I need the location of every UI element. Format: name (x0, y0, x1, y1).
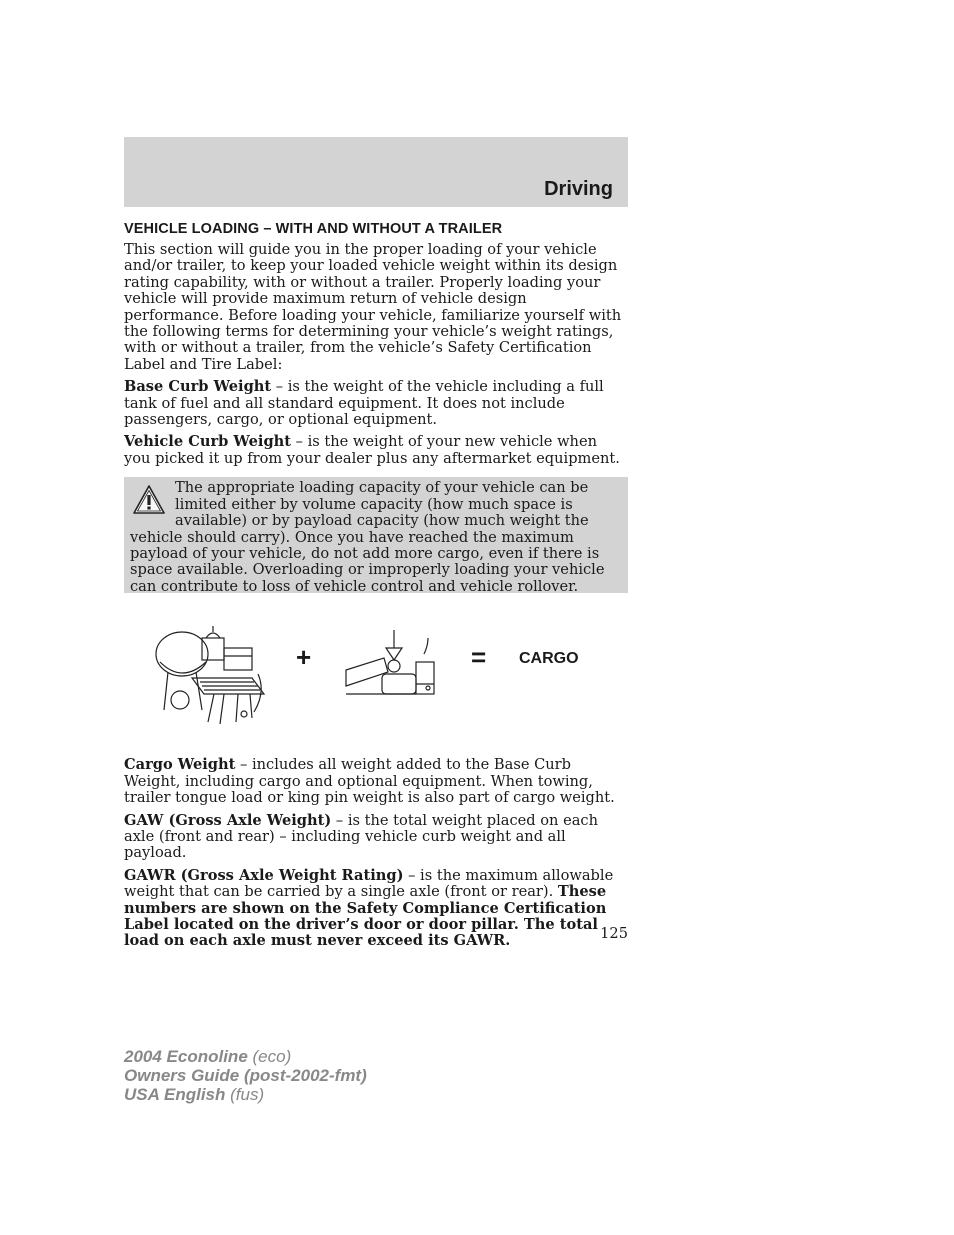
definition-cargo-weight (124, 757, 628, 806)
chapter-title: Driving (544, 178, 613, 200)
footer-model-code: (eco) (247, 1047, 292, 1066)
footer-line-model (124, 1047, 367, 1066)
definition-term: Vehicle Curb Weight (124, 433, 292, 451)
definition-text: – is the total weight placed on each axle (front and rear) – including vehicle curb weight and all payload. (124, 811, 598, 862)
definition-gaw (124, 813, 628, 862)
definition-term: GAW (Gross Axle Weight) (124, 811, 332, 829)
definition-text: – is the weight of the vehicle including a full tank of fuel and all standard equipment. It does not include passengers, cargo, or optional equipment. (124, 378, 604, 429)
footer-language: USA English (124, 1085, 226, 1104)
intro-paragraph: This section will guide you in the proper loading of your vehicle and/or trailer, to keep your loaded vehicle weight within its design rating capability, with or without a trailer. Properly loading your vehicle will provide maximum return of vehicle design performance. Before loading your vehicle, familiarize yourself with the following terms for determining your vehicle’s weight ratings, with or without a trailer, from the vehicle’s Safety Certification Label and Tire Label: (124, 241, 622, 373)
warning-text: The appropriate loading capacity of your vehicle can be limited either by volume capacity (how much space is available) or by payload capacity (how much weight the vehicle should carry). Once you have reached the maximum payload of your vehicle, do not add more cargo, even if there is space available. Overloading or improperly loading your vehicle can contribute to loss of vehicle control and vehicle rollover. (130, 479, 605, 595)
cargo-items-drawing (154, 618, 290, 730)
equals-sign: = (471, 642, 487, 673)
definition-base-curb-weight (124, 379, 628, 428)
definition-term: Base Curb Weight (124, 378, 272, 396)
definition-text: – is the maximum allowable weight that can be carried by a single axle (front or rear). (124, 866, 614, 901)
definition-vehicle-curb-weight (124, 434, 628, 467)
warning-box (124, 477, 628, 593)
page-content (124, 221, 628, 956)
plus-sign: + (296, 642, 312, 673)
warning-triangle-icon (132, 484, 166, 516)
footer-model-name: 2004 Econoline (124, 1047, 248, 1066)
cargo-label: CARGO (519, 650, 579, 668)
definition-text: – is the weight of your new vehicle when you picked it up from your dealer plus any aftermarket equipment. (124, 433, 620, 467)
cargo-illustration (124, 610, 628, 747)
trailer-hitch-drawing (344, 630, 440, 706)
page-number: 125 (600, 925, 628, 942)
definition-text: – includes all weight added to the Base Curb Weight, including cargo and optional equipment. When towing, trailer tongue load or king pin weight is also part of cargo weight. (124, 756, 615, 807)
footer-language-code: (fus) (225, 1085, 265, 1104)
definition-warning-text: These numbers are shown on the Safety Compliance Certification Label located on the driver’s door or door pillar. The total load on each axle must never exceed its GAWR. (124, 883, 607, 950)
section-heading: VEHICLE LOADING – WITH AND WITHOUT A TRAILER (124, 221, 503, 237)
document-footer (124, 1047, 367, 1104)
definition-term: GAWR (Gross Axle Weight Rating) (124, 866, 404, 884)
footer-line-guide (124, 1066, 367, 1085)
chapter-header-band (124, 137, 628, 207)
footer-line-language (124, 1085, 367, 1104)
footer-guide-name: Owners Guide (post-2002-fmt) (124, 1066, 367, 1085)
definition-term: Cargo Weight (124, 756, 236, 774)
